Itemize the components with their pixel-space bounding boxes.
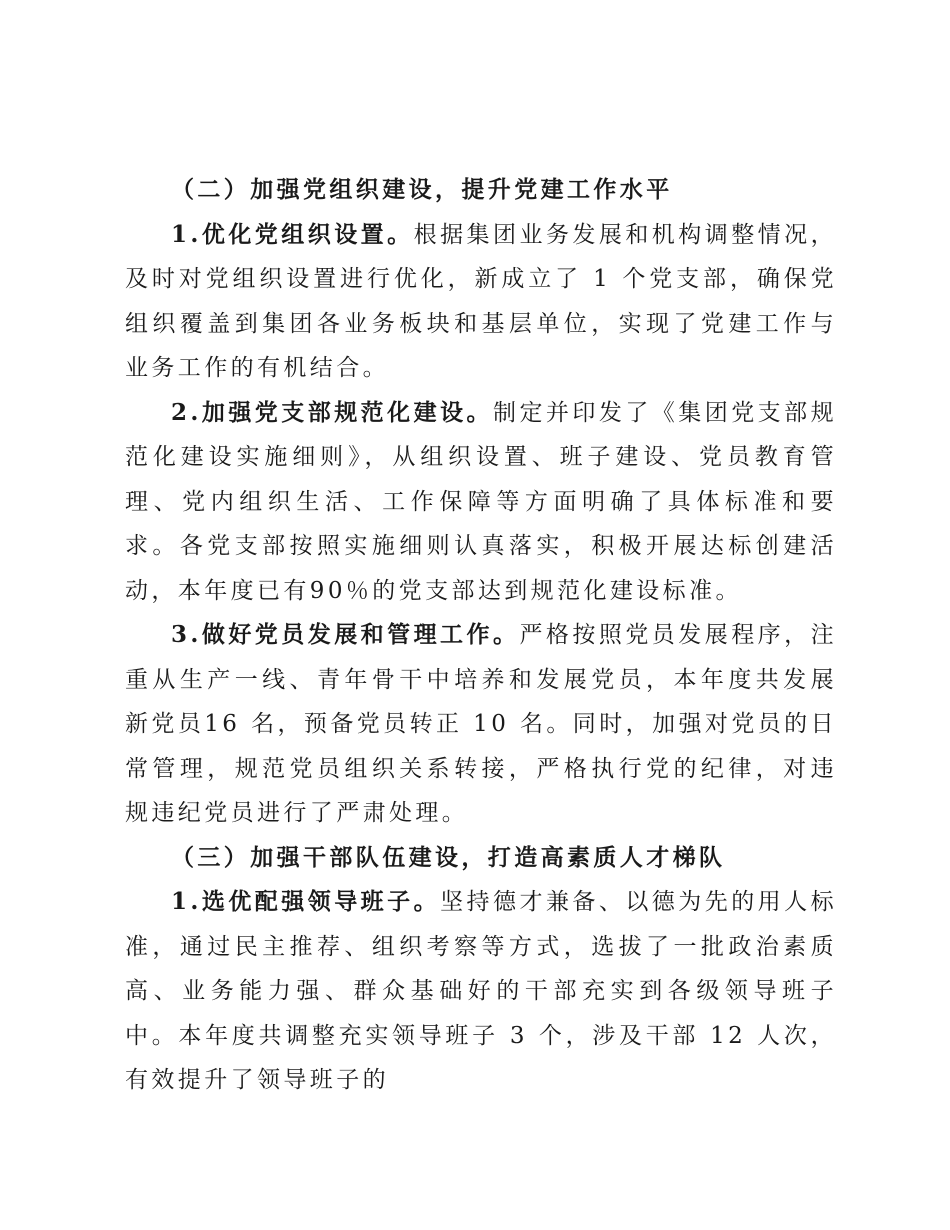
paragraph-2-3 (125, 613, 837, 836)
paragraph-2-1 (125, 213, 837, 391)
paragraph-text: 根据集团业务发展和机构调整情况，及时对党组织设置进行优化，新成立了 1 个党支部，确保党组织覆盖到集团各业务板块和基层单位，实现了党建工作与业务工作的有机结合。 (125, 221, 837, 381)
paragraph-lead: 1.优化党组织设置。 (171, 220, 414, 248)
section-heading-3: （三）加强干部队伍建设，打造高素质人才梯队 (171, 843, 726, 871)
paragraph-text: 严格按照党员发展程序，注重从生产一线、青年骨干中培养和发展党员，本年度共发展新党员16 名，预备党员转正 10 名。同时，加强对党员的日常管理，规范党员组织关系转接，严格执行党的纪律，对违规违纪党员进行了严肃处理。 (125, 622, 837, 826)
paragraph-lead: 2.加强党支部规范化建设。 (171, 398, 493, 426)
paragraph-lead: 3.做好党员发展和管理工作。 (171, 621, 520, 648)
section-heading-2: （二）加强党组织建设，提升党建工作水平 (171, 176, 673, 203)
paragraph-2-2 (125, 391, 837, 614)
paragraph-text: 制定并印发了《集团党支部规范化建设实施细则》，从组织设置、班子建设、党员教育管理、党内组织生活、工作保障等方面明确了具体标准和要求。各党支部按照实施细则认真落实，积极开展达标创建活动，本年度已有90％的党支部达到规范化建设标准。 (125, 399, 837, 604)
paragraph-lead: 1.选优配强领导班子。 (171, 888, 441, 915)
paragraph-text: 坚持德才兼备、以德为先的用人标准，通过民主推荐、组织考察等方式，选拔了一批政治素质高、业务能力强、群众基础好的干部充实到各级领导班子中。本年度共调整充实领导班子 3 个，涉及干部 12 人次，有效提升了领导班子的 (125, 889, 837, 1093)
paragraph-3-1 (125, 880, 837, 1103)
document-body (125, 168, 837, 1103)
